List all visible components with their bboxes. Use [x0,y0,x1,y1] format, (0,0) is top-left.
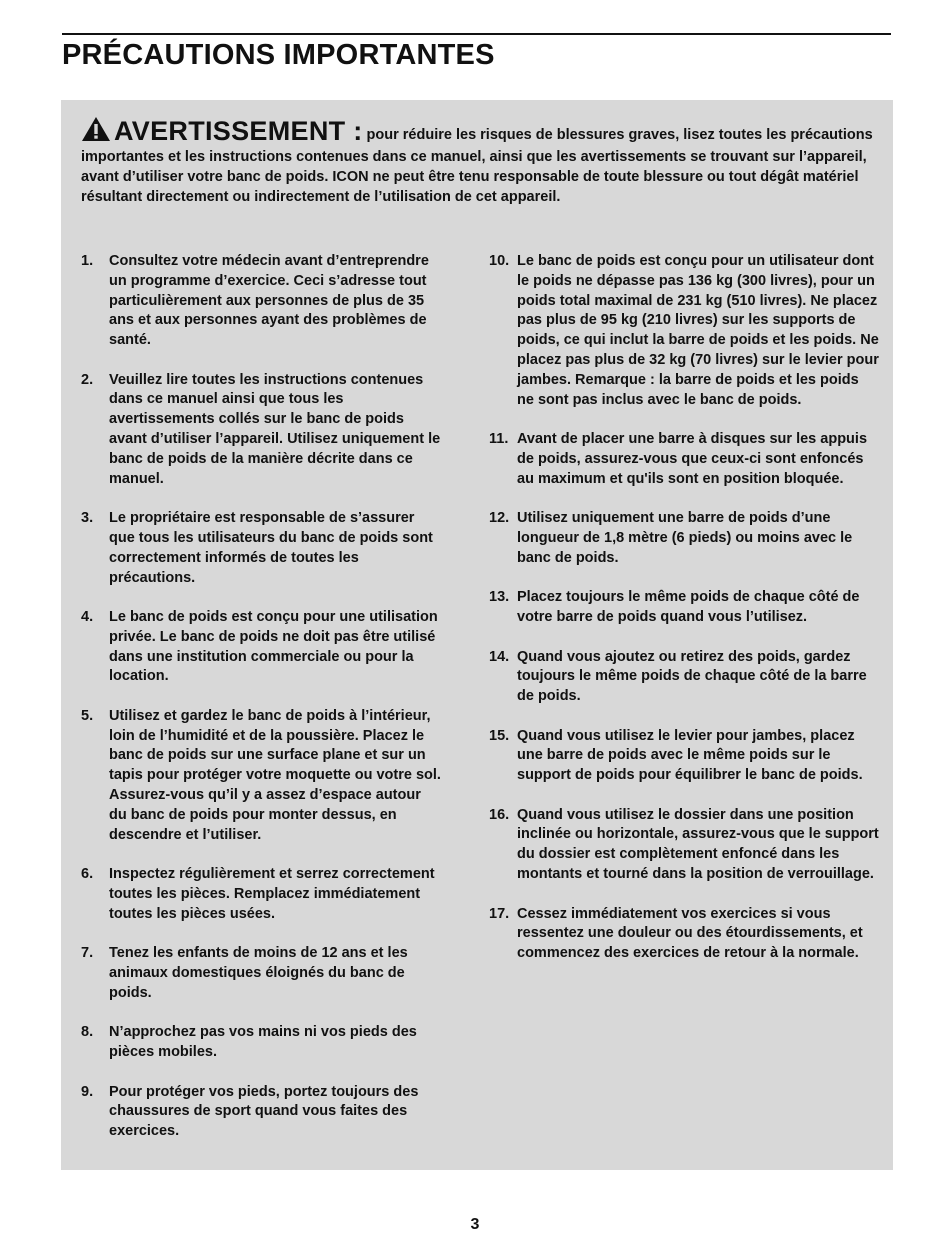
list-item [489,588,879,628]
warning-triangle-icon [81,116,111,142]
item-number: 3. [81,510,94,527]
precautions-right-column [489,252,879,984]
item-number: 12. [489,510,510,527]
item-text: Cessez immédiatement vos exercices si vous ressentez une douleur ou des étourdissements, et commencez des exercices de retour à la normale. [517,905,863,962]
list-item [489,648,879,707]
item-number: 16. [489,806,510,823]
warning-block [81,115,873,207]
item-number: 9. [81,1083,94,1100]
item-text: Utilisez uniquement une barre de poids d’une longueur de 1,8 mètre (6 pieds) ou moins avec le banc de poids. [517,510,853,566]
item-text: Utilisez et gardez le banc de poids à l’intérieur, loin de l’humidité et de la poussière. Placez le banc de poids sur une surface plane et sur un tapis pour protéger votre moquette ou votre sol. Assurez-vous qu’il y a assez d’espace autour du banc de poids pour monter dessus, en descendre et l’utiliser. [109,707,441,843]
item-number: 13. [489,589,510,606]
item-text: Consultez votre médecin avant d’entreprendre un programme d’exercice. Ceci s’adresse tout particulièrement aux personnes de plus de 35 ans et aux personnes ayant des problèmes de santé. [109,253,429,349]
item-text: Veuillez lire toutes les instructions contenues dans ce manuel ainsi que tous les avertissements collés sur le banc de poids avant d’utiliser l’appareil. Utilisez uniquement le banc de poids de la manière décrite dans ce manuel. [109,371,441,487]
list-item [81,509,441,588]
item-text: Inspectez régulièrement et serrez correctement toutes les pièces. Remplacez immédiatement toutes les pièces usées. [109,866,435,922]
item-number: 8. [81,1024,94,1041]
item-text: Avant de placer une barre à disques sur les appuis de poids, assurez-vous que ceux-ci sont enfoncés au maximum et qu'ils sont en position bloquée. [517,431,868,487]
item-number: 6. [81,866,94,883]
page-number: 3 [470,1216,480,1233]
item-text: N’approchez pas vos mains ni vos pieds des pièces mobiles. [109,1024,417,1061]
list-item [489,252,879,410]
list-item [81,1083,441,1142]
item-number: 10. [489,253,510,269]
item-number: 5. [81,707,94,724]
item-number: 15. [489,727,510,744]
list-item [81,707,441,846]
item-text: Quand vous utilisez le levier pour jambes, placez une barre de poids avec le même poids sur le support de poids pour équilibrer le banc de poids. [517,727,863,784]
item-text: Pour protéger vos pieds, portez toujours des chaussures de sport quand vous faites des exercices. [109,1083,419,1140]
item-text: Quand vous ajoutez ou retirez des poids, gardez toujours le même poids de chaque côté de la barre de poids. [517,648,867,705]
top-rule [62,33,891,35]
page-title: PRÉCAUTIONS IMPORTANTES [62,39,495,71]
item-text: Quand vous utilisez le dossier dans une position inclinée ou horizontale, assurez-vous que le support du dossier est complètement enfoncé dans les montants et tourné dans la position de verrouillage. [517,806,879,883]
list-item [489,430,879,489]
list-item [81,865,441,924]
item-number: 4. [81,609,94,626]
list-item [489,806,879,885]
list-item [81,1023,441,1063]
list-item [81,252,441,351]
item-number: 1. [81,253,94,269]
item-text: Le propriétaire est responsable de s’assurer que tous les utilisateurs du banc de poids sont correctement informés de toutes les précautions. [109,510,433,586]
list-item [81,371,441,490]
list-item [81,944,441,1003]
item-text: Le banc de poids est conçu pour un utilisateur dont le poids ne dépasse pas 136 kg (300 livres), pour un poids total maximal de 231 kg (510 livres). Ne placez pas plus de 95 kg (210 livres) sur les supports de poids, ce qui inclut la barre de poids et les poids. Ne placez pas plus de 32 kg (70 livres) sur le levier pour jambes. Remarque : la barre de poids et les poids ne sont pas inclus avec le banc de poids. [517,253,879,408]
item-number: 7. [81,945,94,962]
warning-heading: AVERTISSEMENT : [114,116,363,146]
list-item [489,905,879,964]
warning-panel [61,100,893,1170]
warning-text: pour réduire les risques de blessures graves, lisez toutes les précautions importantes et les instructions contenues dans ce manuel, ainsi que les avertissements se trouvant sur l’appareil, avant d’utiliser votre banc de poids. ICON ne peut être tenu responsable de toute blessure ou tout dégât matériel résultant directement ou indirectement de l’utilisation de cet appareil. [81,127,873,205]
item-number: 14. [489,648,510,665]
item-number: 17. [489,905,510,922]
list-item [489,727,879,786]
list-item [81,608,441,687]
list-item [489,509,879,568]
item-number: 11. [489,431,509,448]
item-number: 2. [81,371,94,388]
precautions-left-column [81,252,441,1162]
item-text: Placez toujours le même poids de chaque côté de votre barre de poids quand vous l’utilisez. [517,589,860,626]
item-text: Tenez les enfants de moins de 12 ans et les animaux domestiques éloignés du banc de poids. [109,945,408,1001]
item-text: Le banc de poids est conçu pour une utilisation privée. Le banc de poids ne doit pas être utilisé dans une institution commerciale ou pour la location. [109,609,438,685]
